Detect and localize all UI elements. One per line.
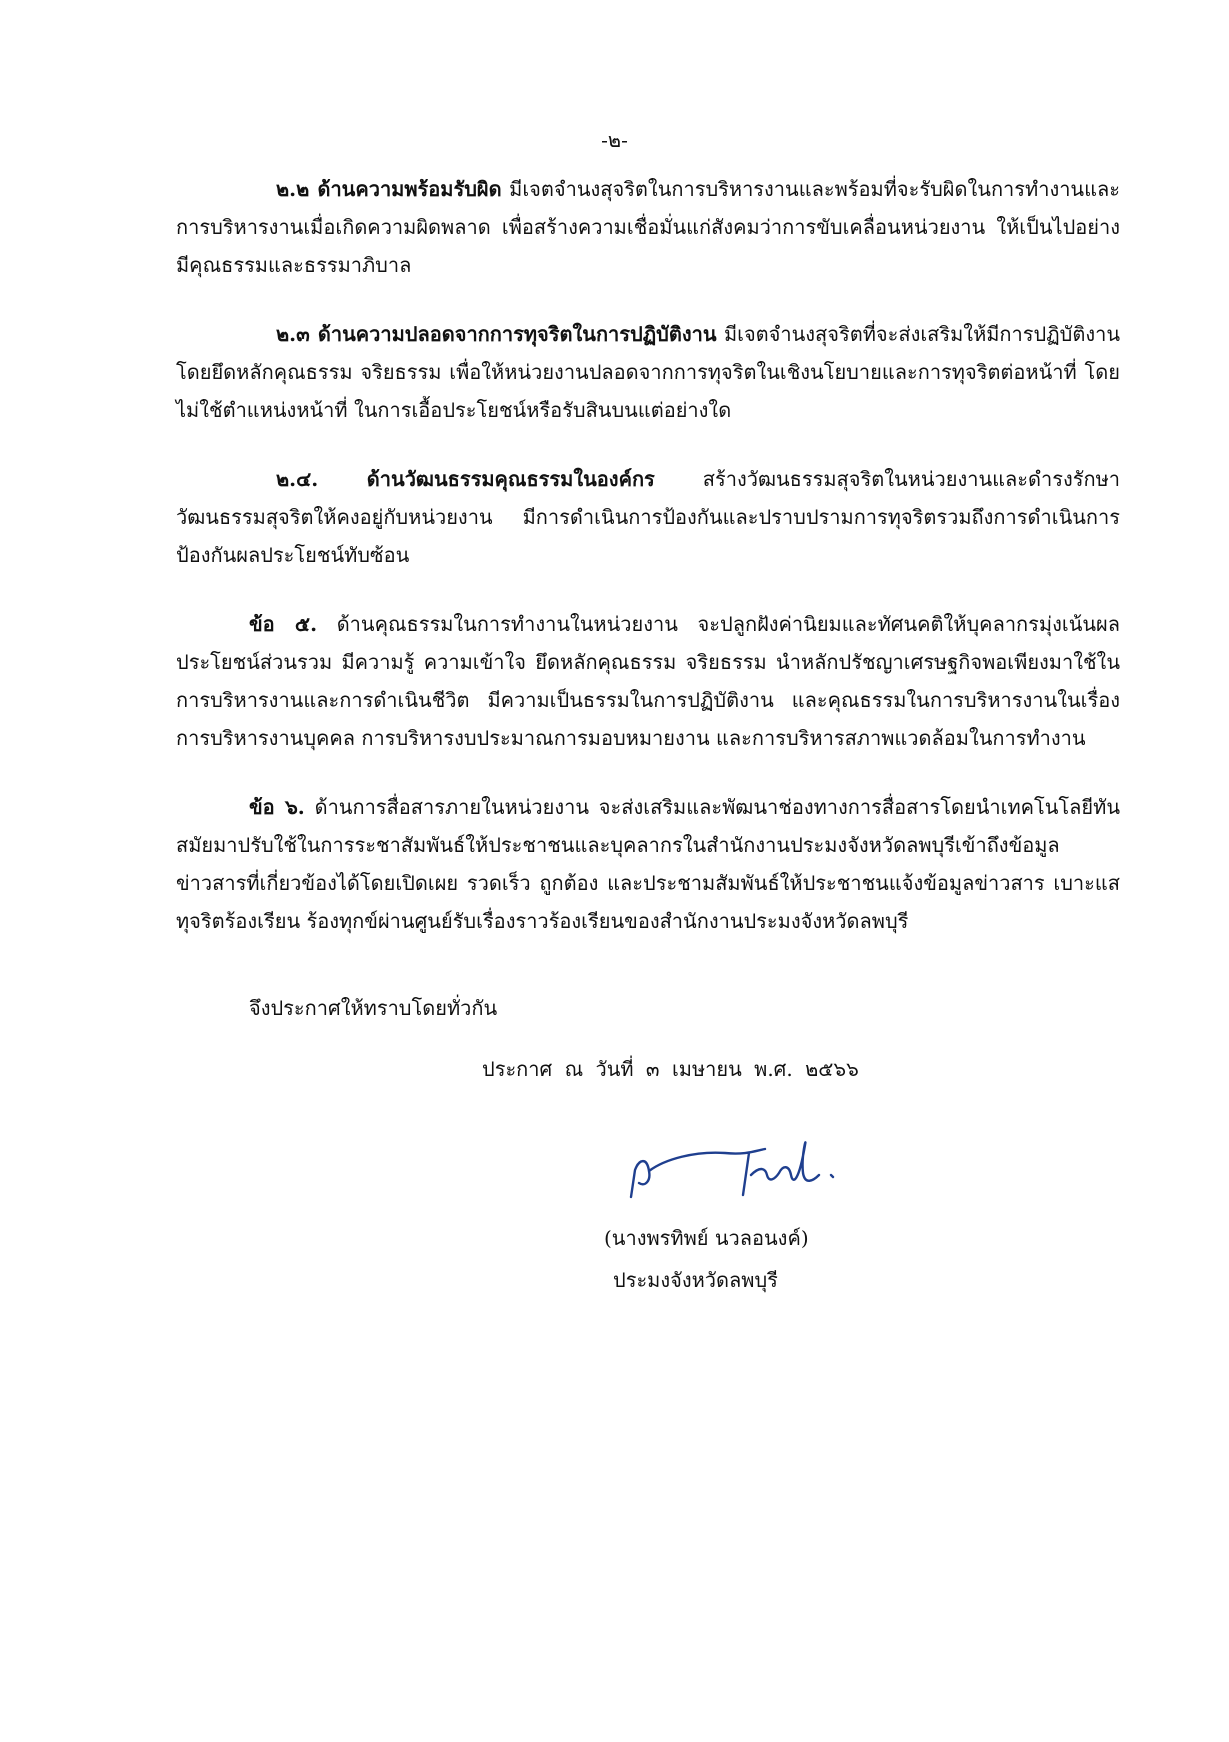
paragraph-heading: ๒.๒ ด้านความพร้อมรับผิด bbox=[276, 177, 502, 201]
paragraph-heading: ข้อ ๕. bbox=[249, 612, 318, 636]
paragraph-text: มีเจตจำนงสุจริตที่จะส่งเสริมให้มีการปฏิบัติงานโดยยึดหลักคุณธรรม จริยธรรม เพื่อให้หน่วยงานปลอดจากการทุจริตในเชิงนโยบายและการทุจริตต่อหน้าที่ โดยไม่ใช้ตำแหน่งหน้าที่ ในการเอื้อประโยชน์หรือรับสินบนแต่อย่างใด bbox=[176, 322, 1120, 422]
paragraph-corruption-free bbox=[176, 315, 1120, 429]
closing-statement: จึงประกาศให้ทราบโดยทั่วกัน bbox=[249, 996, 498, 1020]
signer-title: ประมงจังหวัดลพบุรี bbox=[613, 1268, 778, 1292]
paragraph-text: มีเจตจำนงสุจริตในการบริหารงานและพร้อมที่จะรับผิดในการทำงานและการบริหารงานเมื่อเกิดความผิดพลาด เพื่อสร้างความเชื่อมั่นแก่สังคมว่าการขับเคลื่อนหน่วยงาน ให้เป็นไปอย่างมีคุณธรรมและธรรมาภิบาล bbox=[176, 177, 1120, 277]
paragraph-text: ด้านการสื่อสารภายในหน่วยงาน จะส่งเสริมและพัฒนาช่องทางการสื่อสารโดยนำเทคโนโลยีทันสมัยมาปรับใช้ในการระชาสัมพันธ์ให้ประชาชนและบุคลากรในสำนักงานประมงจังหวัดลพบุรีเข้าถึงข้อมูลข่าวสารที่เกี่ยวข้องได้โดยเปิดเผย รวดเร็ว ถูกต้อง และประชามสัมพันธ์ให้ประชาชนแจ้งข้อมูลข่าวสาร เบาะแสทุจริตร้องเรียน ร้องทุกข์ผ่านศูนย์รับเรื่องราวร้องเรียนของสำนักงานประมงจังหวัดลพบุรี bbox=[176, 795, 1120, 933]
paragraph-clause-6 bbox=[176, 788, 1120, 940]
paragraph-heading: ข้อ ๖. bbox=[249, 795, 305, 819]
paragraph-text: ด้านคุณธรรมในการทำงานในหน่วยงาน จะปลูกฝังค่านิยมและทัศนคติให้บุคลากรมุ่งเน้นผลประโยชน์ส่วนรวม มีความรู้ ความเข้าใจ ยึดหลักคุณธรรม จริยธรรม นำหลักปรัชญาเศรษฐกิจพอเพียงมาใช้ในการบริหารงานและการดำเนินชีวิต มีความเป็นธรรมในการปฏิบัติงาน และคุณธรรมในการบริหารงานในเรื่องการบริหารงานบุคคล การบริหารงบประมาณการมอบหมายงาน และการบริหารสภาพแวดล้อมในการทำงาน bbox=[176, 612, 1121, 750]
page-number: -๒- bbox=[601, 128, 628, 152]
signature-stroke bbox=[631, 1142, 833, 1197]
paragraph-accountability bbox=[176, 170, 1120, 284]
paragraph-heading: ๒.๓ ด้านความปลอดจากการทุจริตในการปฏิบัติงาน bbox=[276, 322, 717, 346]
paragraph-organizational-culture bbox=[176, 460, 1120, 574]
handwritten-signature bbox=[625, 1115, 875, 1205]
announcement-date: ประกาศ ณ วันที่ ๓ เมษายน พ.ศ. ๒๕๖๖ bbox=[482, 1057, 859, 1081]
signer-name: (นางพรทิพย์ นวลอนงค์) bbox=[604, 1226, 809, 1250]
document-body bbox=[176, 170, 1120, 971]
paragraph-text: สร้างวัฒนธรรมสุจริตในหน่วยงานและดำรงรักษาวัฒนธรรมสุจริตให้คงอยู่กับหน่วยงาน มีการดำเนินการป้องกันและปราบปรามการทุจริตรวมถึงการดำเนินการป้องกันผลประโยชน์ทับซ้อน bbox=[176, 467, 1121, 567]
paragraph-clause-5 bbox=[176, 605, 1120, 757]
paragraph-heading: ๒.๔. ด้านวัฒนธรรมคุณธรรมในองค์กร bbox=[276, 467, 655, 491]
